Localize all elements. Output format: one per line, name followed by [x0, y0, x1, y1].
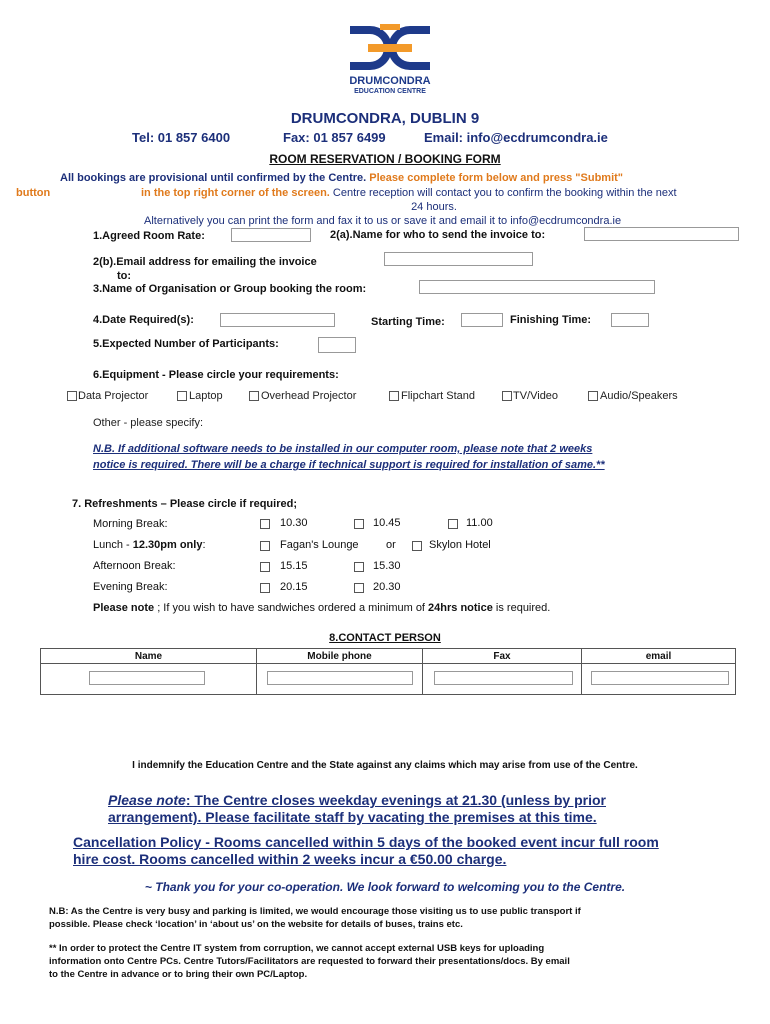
invoice-name-label: 2(a).Name for who to send the invoice to: [330, 229, 546, 241]
nb-software-line1: N.B. If additional software needs to be installed in our computer room, please note that 2 weeks [93, 443, 593, 455]
evening-2030-checkbox[interactable] [354, 583, 364, 593]
morning-1030-checkbox[interactable] [260, 519, 270, 529]
cancellation-line2: hire cost. Rooms cancelled within 2 weeks incur a €50.00 charge. [73, 851, 507, 867]
afternoon-break-label: Afternoon Break: [93, 560, 176, 572]
usb-note-line1: ** In order to protect the Centre IT system from corruption, we cannot accept external USB keys for uploading [49, 943, 545, 954]
morning-1100-checkbox[interactable] [448, 519, 458, 529]
equipment-heading: 6.Equipment - Please circle your requirements: [93, 369, 339, 381]
contact-header-row [41, 649, 736, 664]
usb-note-line3: to the Centre in advance or to bring their own PC/Laptop. [49, 969, 308, 980]
finishing-time-label: Finishing Time: [510, 314, 592, 326]
invoice-name-input[interactable] [584, 227, 739, 241]
afternoon-1530-label: 15.30 [373, 560, 401, 572]
lunch-label-post: : [202, 539, 206, 551]
participants-label: 5.Expected Number of Participants: [93, 338, 279, 350]
contact-fax-cell [423, 664, 582, 695]
morning-1100-label: 11.00 [466, 517, 493, 529]
usb-note-line2: information onto Centre PCs. Centre Tutors/Facilitators are requested to forward their presentations/docs. By email [49, 956, 570, 967]
intro-part5: 24 hours. [411, 201, 457, 213]
intro-part3: in the top right corner of the screen. [141, 187, 330, 199]
participants-input[interactable] [318, 337, 356, 353]
parking-note-line2: possible. Please check ‘location’ in ‘about us’ on the website for details of buses, trains etc. [49, 919, 463, 930]
laptop-label: Laptop [189, 390, 223, 402]
agreed-room-rate-input[interactable] [231, 228, 311, 242]
invoice-email-label-2: to: [117, 270, 132, 282]
contact-col-fax: Fax [423, 649, 582, 664]
overhead-projector-checkbox[interactable] [249, 391, 259, 401]
intro-button-word: button [16, 187, 51, 199]
agreed-room-rate-label: 1.Agreed Room Rate: [93, 230, 205, 242]
closing-note-line1 [108, 792, 606, 808]
intro-part6: Alternatively you can print the form and fax it to us or save it and email it to info@ecdrumcondra.ie [144, 215, 622, 227]
logo [340, 22, 440, 100]
lunch-or-text: or [386, 539, 396, 551]
contact-name-cell [41, 664, 257, 695]
logo-mark-icon [340, 22, 440, 74]
nb-software-line2: notice is required. There will be a charge if technical support is required for installation of same.** [93, 459, 605, 471]
contact-mobile-input[interactable] [267, 671, 413, 685]
contact-input-row [41, 664, 736, 695]
intro-line2 [141, 187, 677, 199]
laptop-checkbox[interactable] [177, 391, 187, 401]
page-title: DRUMCONDRA, DUBLIN 9 [290, 110, 480, 127]
contact-fax-input[interactable] [434, 671, 573, 685]
closing-note-text1: : The Centre closes weekday evenings at 21.30 (unless by prior [185, 792, 606, 808]
morning-1045-checkbox[interactable] [354, 519, 364, 529]
data-projector-label: Data Projector [78, 390, 149, 402]
lunch-label-pre: Lunch - [93, 539, 133, 551]
morning-1030-label: 10.30 [280, 517, 308, 529]
evening-break-label: Evening Break: [93, 581, 168, 593]
date-required-input[interactable] [220, 313, 335, 327]
finishing-time-input[interactable] [611, 313, 649, 327]
fagans-lounge-label: Fagan's Lounge [280, 539, 359, 551]
sandwich-note [93, 602, 550, 614]
logo-line2: EDUCATION CENTRE [354, 88, 426, 95]
email-text: Email: info@ecdrumcondra.ie [424, 130, 608, 145]
tv-video-label: TV/Video [513, 390, 559, 402]
data-projector-checkbox[interactable] [67, 391, 77, 401]
fagans-lounge-checkbox[interactable] [260, 541, 270, 551]
refreshments-heading: 7. Refreshments – Please circle if required; [72, 498, 297, 510]
intro-line1 [60, 172, 623, 184]
parking-note-line1: N.B: As the Centre is very busy and parking is limited, we would encourage those visiting us to use public transport if [49, 906, 581, 917]
contact-col-email: email [582, 649, 736, 664]
cancellation-line1: Cancellation Policy - Rooms cancelled within 5 days of the booked event incur full room [73, 834, 659, 850]
audio-speakers-checkbox[interactable] [588, 391, 598, 401]
organisation-label: 3.Name of Organisation or Group booking the room: [93, 283, 367, 295]
lunch-label-bold: 12.30pm only [132, 539, 203, 551]
skylon-hotel-checkbox[interactable] [412, 541, 422, 551]
contact-table [40, 648, 736, 695]
afternoon-1515-checkbox[interactable] [260, 562, 270, 572]
tel-text: Tel: 01 857 6400 [132, 130, 231, 145]
contact-col-mobile: Mobile phone [257, 649, 423, 664]
intro-part4: Centre reception will contact you to confirm the booking within the next [332, 187, 677, 199]
closing-note-line2: arrangement). Please facilitate staff by vacating the premises at this time. [108, 809, 597, 825]
afternoon-1515-label: 15.15 [280, 560, 308, 572]
flipchart-stand-checkbox[interactable] [389, 391, 399, 401]
morning-1045-label: 10.45 [373, 517, 401, 529]
evening-2030-label: 20.30 [373, 581, 401, 593]
evening-2015-checkbox[interactable] [260, 583, 270, 593]
contact-email-cell [582, 664, 736, 695]
closing-note-bold: Please note [108, 792, 186, 808]
sandwich-note-end: is required. [492, 602, 551, 614]
fax-text: Fax: 01 857 6499 [283, 130, 386, 145]
contact-col-name: Name [41, 649, 257, 664]
starting-time-label: Starting Time: [371, 316, 445, 328]
form-title: ROOM RESERVATION / BOOKING FORM [269, 152, 501, 166]
contact-name-input[interactable] [89, 671, 205, 685]
sandwich-note-mid: ; If you wish to have sandwiches ordered a minimum of [154, 602, 429, 614]
audio-speakers-label: Audio/Speakers [600, 390, 678, 402]
sandwich-note-bold2: 24hrs notice [428, 602, 493, 614]
indemnify-text: I indemnify the Education Centre and the State against any claims which may arise from use of the Centre. [132, 760, 638, 771]
morning-break-label: Morning Break: [93, 518, 168, 530]
contact-email-input[interactable] [591, 671, 729, 685]
other-specify-label: Other - please specify: [93, 417, 204, 429]
contact-heading: 8.CONTACT PERSON [329, 632, 441, 644]
flipchart-stand-label: Flipchart Stand [401, 390, 475, 402]
logo-line1: DRUMCONDRA [349, 75, 431, 87]
skylon-hotel-label: Skylon Hotel [429, 539, 491, 551]
thank-you-text: ~ Thank you for your co-operation. We look forward to welcoming you to the Centre. [144, 880, 626, 894]
intro-part1: All bookings are provisional until confirmed by the Centre. [60, 172, 367, 184]
tv-video-checkbox[interactable] [502, 391, 512, 401]
date-required-label: 4.Date Required(s): [93, 314, 194, 326]
sandwich-note-bold: Please note [93, 602, 155, 614]
invoice-email-input[interactable] [384, 252, 533, 266]
organisation-input[interactable] [419, 280, 655, 294]
overhead-projector-label: Overhead Projector [261, 390, 357, 402]
afternoon-1530-checkbox[interactable] [354, 562, 364, 572]
contact-mobile-cell [257, 664, 423, 695]
evening-2015-label: 20.15 [280, 581, 308, 593]
intro-part2: Please complete form below and press "Submit" [369, 172, 624, 184]
lunch-label [93, 539, 206, 551]
invoice-email-label: 2(b).Email address for emailing the invoice [93, 256, 317, 268]
starting-time-input[interactable] [461, 313, 503, 327]
